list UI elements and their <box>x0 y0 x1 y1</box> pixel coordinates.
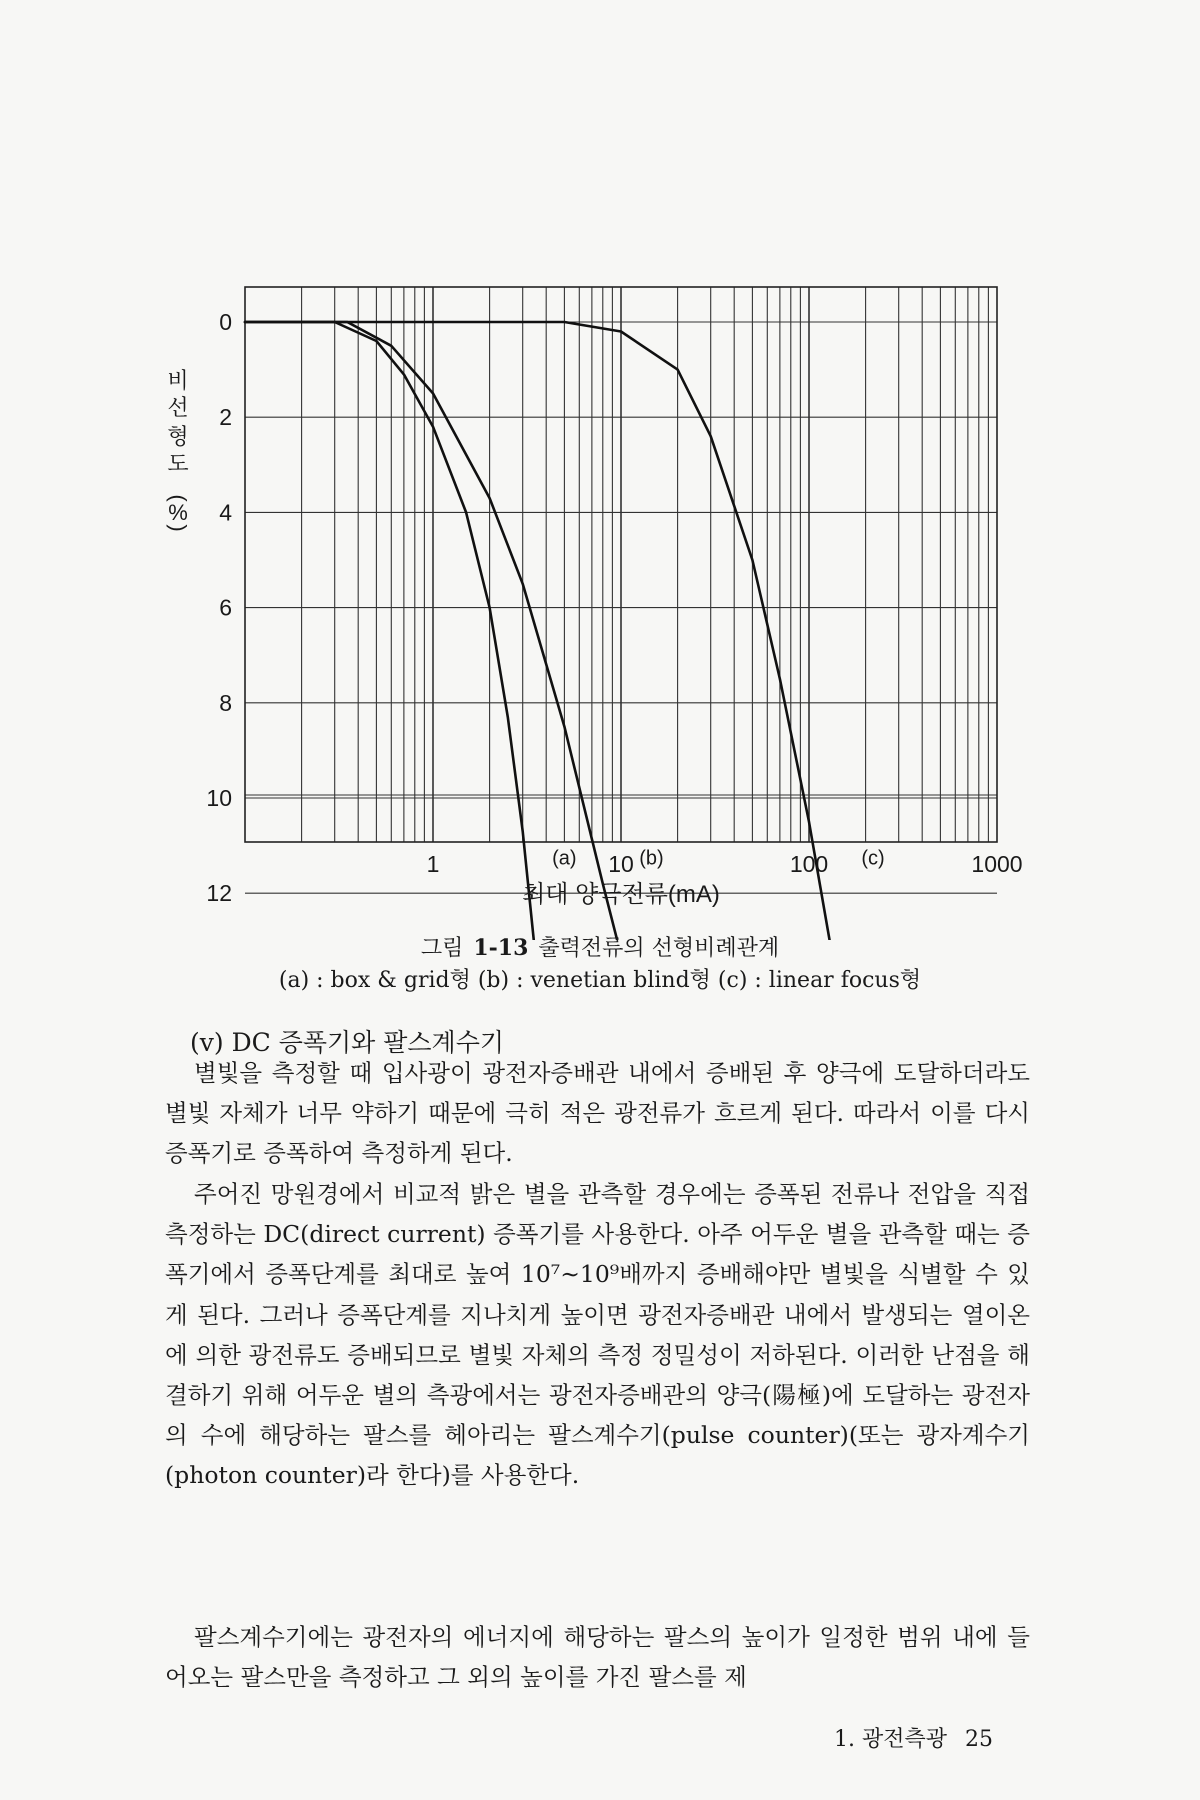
y-axis-label-char: ) <box>166 524 191 532</box>
y-tick-labels <box>206 309 232 940</box>
y-tick-label: 10 <box>206 785 232 811</box>
y-tick-label: 2 <box>219 404 232 431</box>
y-axis-label <box>166 368 191 532</box>
y-axis-label-char: 선 <box>167 395 189 420</box>
series-label: (c) <box>861 847 885 870</box>
page-number: 25 <box>965 1727 993 1752</box>
y-axis-label-char: 비 <box>167 368 189 393</box>
y-tick-label: 0 <box>219 309 232 335</box>
y-axis-label-char: 형 <box>167 424 189 449</box>
x-tick-label: 1 <box>426 851 440 877</box>
section-heading: (v) DC 증폭기와 팔스계수기 <box>190 1028 504 1057</box>
y-axis-label-char: ( <box>166 494 191 502</box>
x-tick-label: 10 <box>608 851 634 877</box>
y-tick-label: 12 <box>206 880 232 907</box>
footer-chapter: 1. 광전측광 <box>834 1727 947 1752</box>
x-tick-label: 100 <box>789 851 829 877</box>
body-paragraph-2: 주어진 망원경에서 비교적 밝은 별을 관측할 경우에는 증폭된 전류나 전압을 직접 측정하는 DC(direct current) 증폭기를 사용한다. 아주 어두운 별을 관측할 때는 증폭기에서 증폭단계를 최대로 높여 10⁷∼10⁹배까지 증배해야만 별빛을 식별할 수 있게 된다. 그러나 증폭단계를 지나치게 높이면 광전자증배관 내에서 발생되는 열이온에 의한 광전류도 증배되므로 별빛 자체의 측정 정밀성이 저하된다. 이러한 난점을 해결하기 위해 어두운 별의 측광에서는 광전자증배관의 양극(陽極)에 도달하는 광전자의 수에 해당하는 팔스를 헤아리는 팔스계수기(pulse counter)(또는 광자계수기(photon counter)라 한다)를 사용한다. <box>165 1180 1030 1490</box>
series-label: (a) <box>552 847 577 870</box>
series-labels <box>552 848 885 870</box>
caption-number: 1-13 <box>473 935 529 961</box>
y-axis-label-char: 도 <box>167 451 189 476</box>
y-tick-label: 6 <box>219 594 232 621</box>
figure-caption <box>0 937 1200 960</box>
caption-title: 출력전류의 선형비례관계 <box>538 936 780 961</box>
x-tick-labels <box>427 851 1023 877</box>
figure-caption-legend: (a) : box & grid형 (b) : venetian blind형 (c) : linear focus형 <box>278 968 922 993</box>
y-axis-label-char: % <box>168 500 188 525</box>
series-label: (b) <box>639 847 664 870</box>
caption-label: 그림 <box>420 936 464 961</box>
x-tick-label: 1000 <box>971 851 1023 877</box>
body-paragraph-1: 별빛을 측정할 때 입사광이 광전자증배관 내에서 증배된 후 양극에 도달하더라도 별빛 자체가 너무 약하기 때문에 극히 적은 광전류가 흐르게 된다. 따라서 이를 다시 증폭기로 증폭하여 측정하게 된다. <box>165 1059 1030 1168</box>
body-paragraph-3: 팔스계수기에는 광전자의 에너지에 해당하는 팔스의 높이가 일정한 범위 내에 들어오는 팔스만을 측정하고 그 외의 높이를 가진 팔스를 제 <box>165 1623 1030 1692</box>
series-line <box>245 322 564 940</box>
x-axis-label: 최대 양극전류(mA) <box>522 881 720 908</box>
y-tick-label: 8 <box>219 689 232 716</box>
y-tick-label: 4 <box>219 499 232 526</box>
page-footer <box>834 1722 993 1753</box>
